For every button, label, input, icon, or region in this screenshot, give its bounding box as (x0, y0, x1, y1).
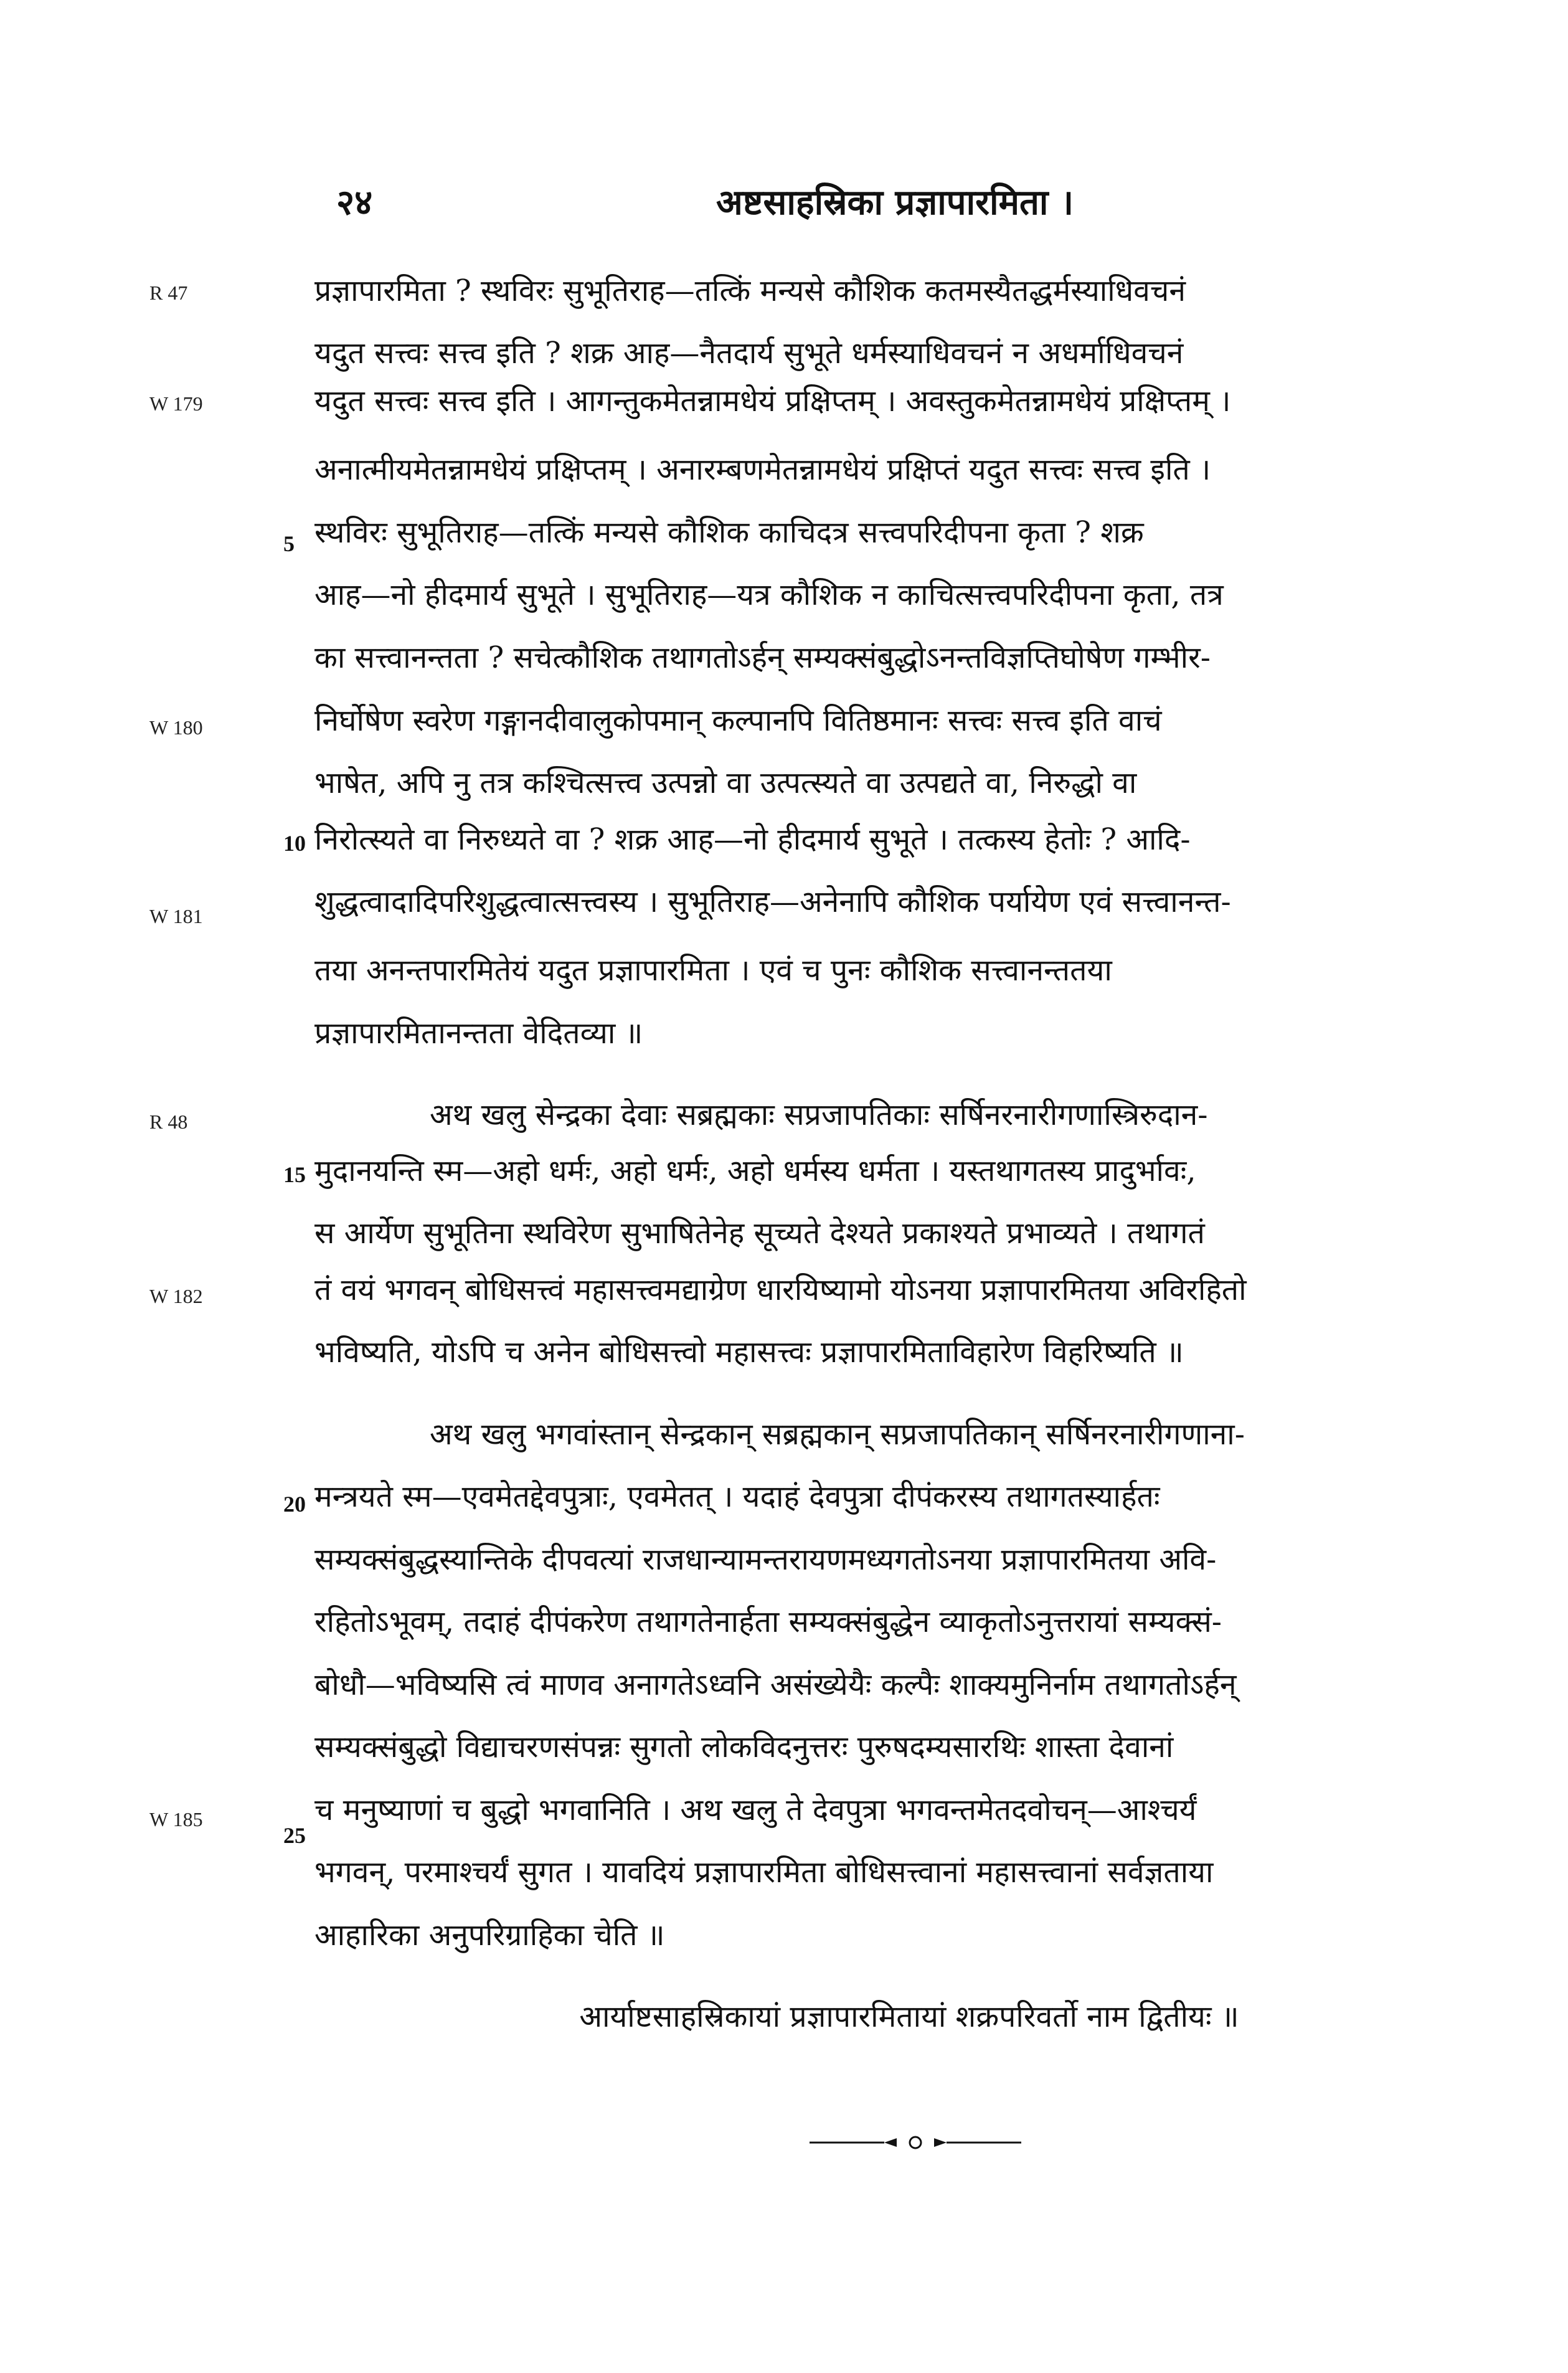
text-line: बोधौ—भविष्यसि त्वं माणव अनागतेऽध्वनि असंख्येयैः कल्पैः शाक्यमुनिर्नाम तथागतोऽर्हन् (314, 1667, 1237, 1702)
text-line: स आर्येण सुभूतिना स्थविरेण सुभाषितेनेह सूच्यते देश्यते प्रकाश्यते प्रभाव्यते । तथागतं (314, 1216, 1205, 1251)
margin-ref: W 180 (149, 716, 203, 739)
text-line: भगवन्, परमाश्चर्यं सुगत । यावदियं प्रज्ञापारमिता बोधिसत्त्वानां महासत्त्वानां सर्वज्ञताया (314, 1855, 1214, 1890)
margin-ref: W 181 (149, 905, 203, 927)
text-line: मन्त्रयते स्म—एवमेतद्देवपुत्राः, एवमेतत् । यदाहं देवपुत्रा दीपंकरस्य तथागतस्यार्हतः (314, 1479, 1160, 1514)
text-line: यदुत सत्त्वः सत्त्व इति ? शक्र आह—नैतदार्य सुभूते धर्मस्याधिवचनं न अधर्माधिवचनं (314, 336, 1184, 371)
text-line: भविष्यति, योऽपि च अनेन बोधिसत्त्वो महासत्त्वः प्रज्ञापारमिताविहारेण विहरिष्यति ॥ (314, 1335, 1184, 1370)
margin-ref: R 48 (149, 1111, 188, 1133)
colophon: आर्याष्टसाहस्रिकायां प्रज्ञापारमितायां शक्रपरिवर्तो नाम द्वितीयः ॥ (579, 1999, 1239, 2034)
text-line: प्रज्ञापारमितानन्तता वेदितव्या ॥ (314, 1016, 643, 1051)
text-line: तया अनन्तपारमितेयं यदुत प्रज्ञापारमिता । एवं च पुनः कौशिक सत्त्वानन्ततया (314, 953, 1112, 988)
text-line: अथ खलु भगवांस्तान् सेन्द्रकान् सब्रह्मकान् सप्रजापतिकान् सर्षिनरनारीगणाना- (430, 1417, 1245, 1452)
text-line: निरोत्स्यते वा निरुध्यते वा ? शक्र आह—नो हीदमार्य सुभूते । तत्कस्य हेतोः ? आदि- (314, 822, 1191, 857)
text-line: यदुत सत्त्वः सत्त्व इति । आगन्तुकमेतन्नामधेयं प्रक्षिप्तम् । अवस्तुकमेतन्नामधेयं प्रक्षिप्तम् । (314, 384, 1231, 419)
text-line: का सत्त्वानन्तता ? सचेत्कौशिक तथागतोऽर्हन् सम्यक्संबुद्धोऽनन्तविज्ञप्तिघोषेण गम्भीर- (314, 640, 1211, 675)
line-number: 10 (283, 831, 306, 856)
text-line: मुदानयन्ति स्म—अहो धर्मः, अहो धर्मः, अहो धर्मस्य धर्मता । यस्तथागतस्य प्रादुर्भावः, (314, 1153, 1196, 1188)
text-line: आह—नो हीदमार्य सुभूते । सुभूतिराह—यत्र कौशिक न काचित्सत्त्वपरिदीपना कृता, तत्र (314, 577, 1224, 612)
page-number: २४ (336, 182, 373, 223)
text-line: च मनुष्याणां च बुद्धो भगवानिति । अथ खलु ते देवपुत्रा भगवन्तमेतदवोचन्—आश्चर्यं (314, 1793, 1197, 1827)
line-number: 20 (283, 1492, 306, 1517)
text-line: आहारिका अनुपरिग्राहिका चेति ॥ (314, 1918, 665, 1953)
margin-ref: W 185 (149, 1808, 203, 1831)
text-line: प्रज्ञापारमिता ? स्थविरः सुभूतिराह—तत्किं मन्यसे कौशिक कतमस्यैतद्धर्मस्याधिवचनं (314, 273, 1186, 308)
line-number: 5 (283, 531, 295, 556)
text-line: अथ खलु सेन्द्रका देवाः सब्रह्मकाः सप्रजापतिकाः सर्षिनरनारीगणास्त्रिरुदान- (430, 1097, 1208, 1132)
margin-ref: R 47 (149, 282, 188, 304)
text-line: सम्यक्संबुद्धो विद्याचरणसंपन्नः सुगतो लोकविदनुत्तरः पुरुषदम्यसारथिः शास्ता देवानां (314, 1730, 1174, 1764)
text-line: शुद्धत्वादादिपरिशुद्धत्वात्सत्त्वस्य । सुभूतिराह—अनेनापि कौशिक पर्यायेण एवं सत्त्वानन्त- (314, 884, 1231, 919)
line-number: 25 (283, 1823, 306, 1848)
margin-ref: W 182 (149, 1285, 203, 1307)
running-title: अष्टसाहस्रिका प्रज्ञापारमिता । (716, 182, 1074, 223)
line-number: 15 (283, 1162, 306, 1187)
page-header (293, 178, 1507, 227)
end-ornament (810, 2133, 1021, 2152)
text-line: तं वयं भगवन् बोधिसत्त्वं महासत्त्वमद्याग्रेण धारयिष्यामो योऽनया प्रज्ञापारमितया अविरहितो (314, 1272, 1247, 1307)
text-line: रहितोऽभूवम्, तदाहं दीपंकरेण तथागतेनार्हता सम्यक्संबुद्धेन व्याकृतोऽनुत्तरायां सम्यक्सं- (314, 1604, 1222, 1639)
text-line: अनात्मीयमेतन्नामधेयं प्रक्षिप्तम् । अनारम्बणमेतन्नामधेयं प्रक्षिप्तं यदुत सत्त्वः सत्त्व इति । (314, 452, 1211, 487)
margin-ref: W 179 (149, 392, 203, 415)
text-line: स्थविरः सुभूतिराह—तत्किं मन्यसे कौशिक काचिदत्र सत्त्वपरिदीपना कृता ? शक्र (314, 515, 1144, 550)
text-line: सम्यक्संबुद्धस्यान्तिके दीपवत्यां राजधान्यामन्तरायणमध्यगतोऽनया प्रज्ञापारमितया अवि- (314, 1542, 1217, 1577)
text-line: निर्घोषेण स्वरेण गङ्गानदीवालुकोपमान् कल्पानपि वितिष्ठमानः सत्त्वः सत्त्व इति वाचं (314, 703, 1162, 738)
text-line: भाषेत, अपि नु तत्र कश्चित्सत्त्व उत्पन्नो वा उत्पत्स्यते वा उत्पद्यते वा, निरुद्धो वा (314, 765, 1137, 800)
